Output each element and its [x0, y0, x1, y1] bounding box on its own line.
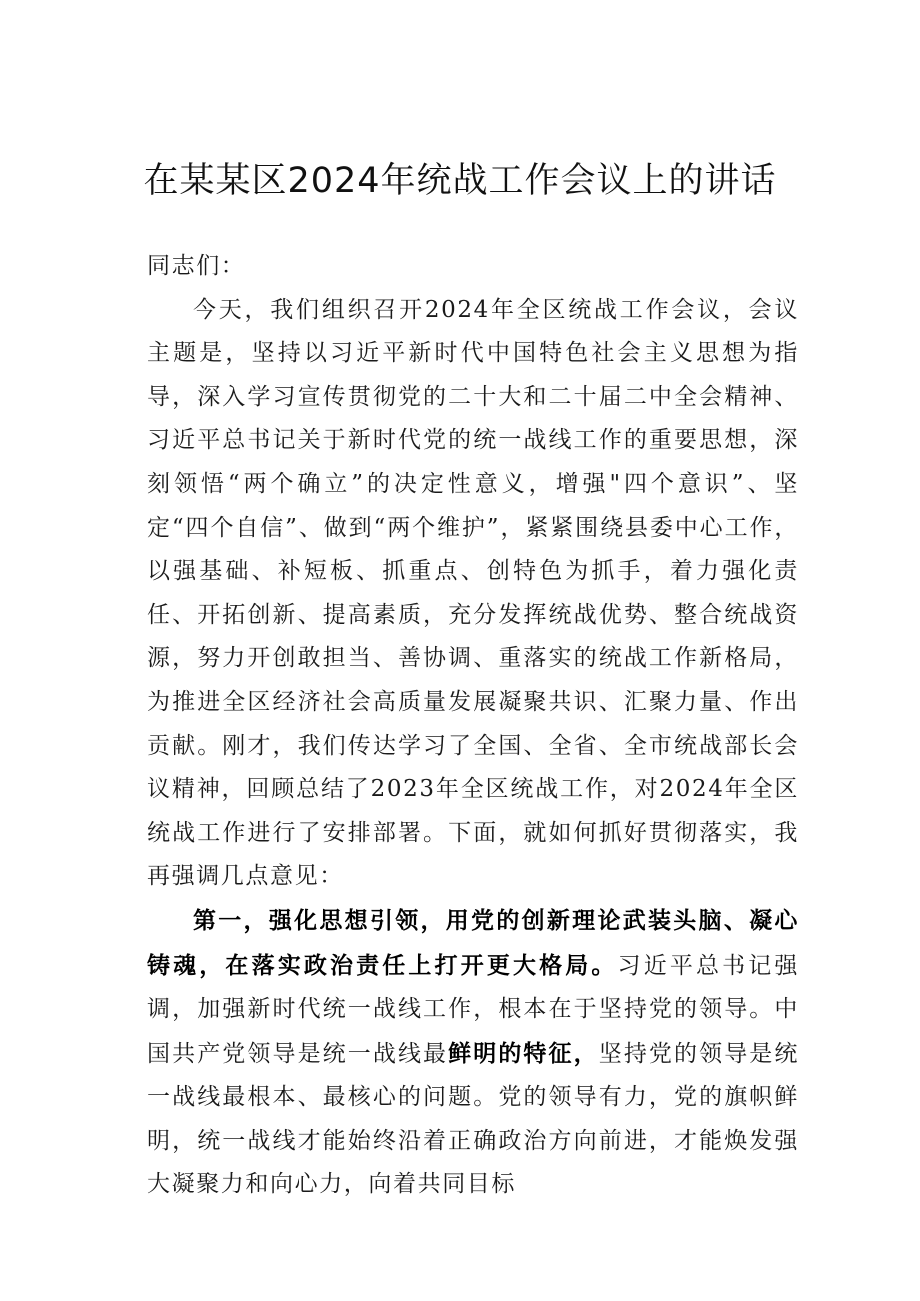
section-1-heading: 第一，强化思想引领，用党的创新理论武装头脑、凝心铸魂，在落实政治责任上打开更大格局。	[147, 906, 799, 979]
section-1-text-b: 坚持党的领导是统一战线最根本、最核心的问题。党的领导有力，党的旗帜鲜明，统一战线才能始终沿着正确政治方向前进，才能焕发强大凝聚力和向心力，向着共同目标	[147, 1040, 799, 1198]
salutation: 同志们：	[147, 253, 246, 279]
document-title: 在某某区2024年统战工作会议上的讲话	[143, 161, 777, 201]
document-body	[147, 245, 799, 1207]
section-1-text-a: 习近平总书记强调，加强新时代统一战线工作，根本在于坚持党的领导。中国共产党领导是统一战线最	[147, 952, 799, 1067]
intro-paragraph: 今天，我们组织召开2024年全区统战工作会议，会议主题是，坚持以习近平新时代中国特色社会主义思想为指导，深入学习宣传贯彻党的二十大和二十届二中全会精神、习近平总书记关于新时代党的统一战线工作的重要思想，深刻领悟“两个确立”的决定性意义，增强"四个意识”、坚定“四个自信”、做到“两个维护”，紧紧围绕县委中心工作，以强基础、补短板、抓重点、创特色为抓手，着力强化责任、开拓创新、提高素质，充分发挥统战优势、整合统战资源，努力开创敢担当、善协调、重落实的统战工作新格局，为推进全区经济社会高质量发展凝聚共识、汇聚力量、作出贡献。刚才，我们传达学习了全国、全省、全市统战部长会议精神，回顾总结了2023年全区统战工作，对2024年全区统战工作进行了安排部署。下面，就如何抓好贯彻落实，我再强调几点意见：	[147, 296, 799, 890]
section-1-bold-phrase: 鲜明的特征，	[448, 1039, 599, 1067]
section-1-paragraph	[147, 899, 799, 1207]
